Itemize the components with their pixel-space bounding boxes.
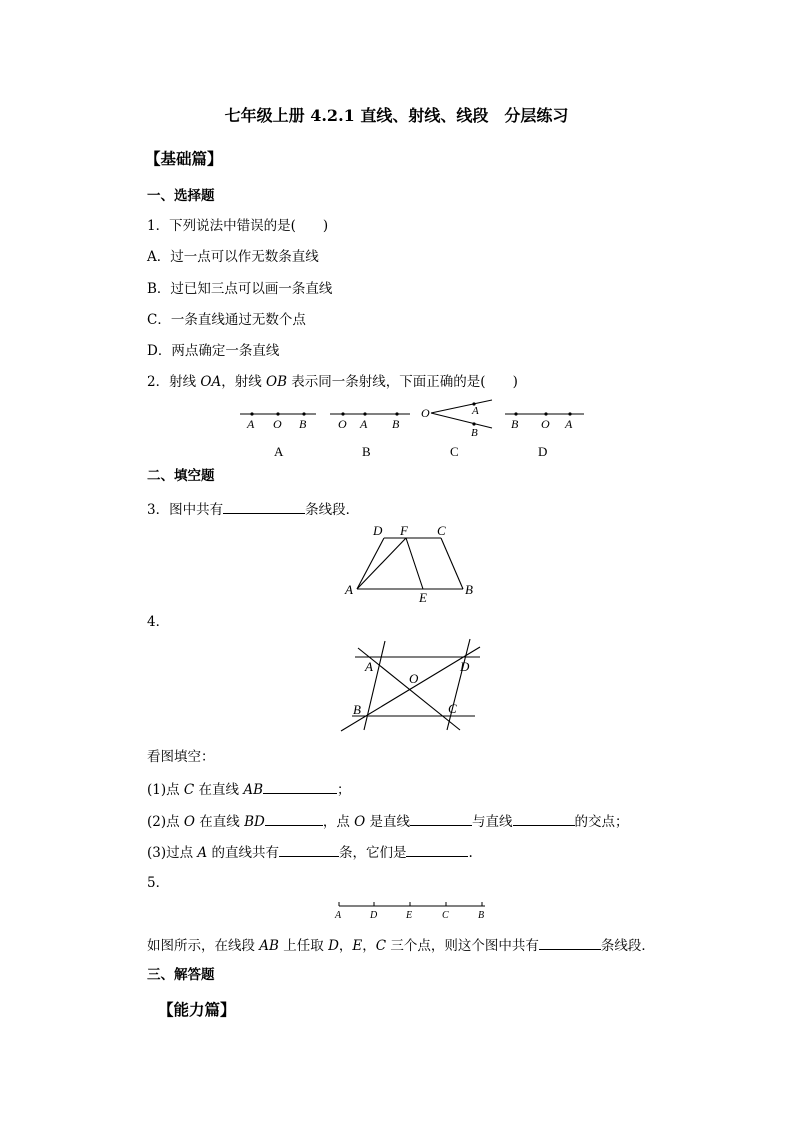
q4-line2-pre: (2)点 xyxy=(147,814,184,830)
q3-point-f: F xyxy=(400,523,408,538)
q5-e: E xyxy=(352,938,363,954)
q5-answer-blank[interactable] xyxy=(539,935,601,950)
q2-stem-pre: 2．射线 xyxy=(147,374,201,390)
q2-stem-post: 表示同一条射线，下面正确的是( ) xyxy=(287,374,518,390)
q4-line2-post: 的交点； xyxy=(574,814,629,830)
q4-point-o: O xyxy=(409,671,419,686)
q4-line1-ab: AB xyxy=(243,782,264,798)
q2-option-label: A xyxy=(274,444,284,459)
q5-sep: ， xyxy=(362,938,376,954)
q1-option-c: C．一条直线通过无数个点 xyxy=(147,312,306,328)
q5-text-pre: 如图所示，在线段 xyxy=(147,938,260,954)
section-ability: 【能力篇】 xyxy=(158,1000,236,1019)
q3-pre: 3．图中共有 xyxy=(147,502,224,518)
q4-line1-c: C xyxy=(183,782,195,798)
fig-b-point-label: O xyxy=(338,417,347,431)
q4-point-a: A xyxy=(365,659,373,674)
q5-number: 5． xyxy=(147,875,170,891)
fig-c-point-label: O xyxy=(421,406,430,420)
q3-point-b: B xyxy=(465,582,473,597)
fig-d-point-label: O xyxy=(541,417,550,431)
q2-stem-mid: ，射线 xyxy=(221,374,267,390)
q5-c: C xyxy=(375,938,387,954)
q2-option-label: D xyxy=(538,444,548,459)
fig-a-point-label: O xyxy=(273,417,282,431)
q4-point-d: D xyxy=(460,659,470,674)
fig-a-point-label: B xyxy=(299,417,307,431)
q4-line2-bd: BD xyxy=(244,814,265,830)
q5-text xyxy=(147,935,655,955)
q3-point-e: E xyxy=(419,590,427,605)
fig-c-point-label: A xyxy=(472,405,479,417)
q5-point-c: C xyxy=(442,910,449,921)
q4-line2-mid2: ，点 xyxy=(322,814,355,830)
page-title: 七年级上册 4.2.1 直线、射线、线段 分层练习 xyxy=(224,106,569,125)
q1-option-a: A．过一点可以作无数条直线 xyxy=(147,249,319,265)
q5-point-a: A xyxy=(335,910,342,921)
q4-line3-a: A xyxy=(197,845,208,861)
q3-post: 条线段． xyxy=(305,502,360,518)
q1-option-d: D．两点确定一条直线 xyxy=(147,343,280,359)
q4-line2-mid4: 与直线 xyxy=(472,814,513,830)
q4-line2-o2: O xyxy=(354,814,366,830)
fig-a-point-label: A xyxy=(247,417,255,431)
part1-heading: 一、选择题 xyxy=(147,188,215,204)
q4-line2-mid3: 是直线 xyxy=(365,814,411,830)
fig-d-point-label: B xyxy=(511,417,519,431)
q5-text-mid2: 三个点，则这个图中共有 xyxy=(386,938,539,954)
q5-point-b: B xyxy=(478,910,485,921)
q3-point-c: C xyxy=(437,523,446,538)
q3-point-a: A xyxy=(345,582,353,597)
part2-heading: 二、填空题 xyxy=(147,468,215,484)
q4-line1-post: ； xyxy=(337,782,351,798)
q4-line2-o: O xyxy=(183,814,195,830)
q4-line1-pre: (1)点 xyxy=(147,782,184,798)
q4-number: 4． xyxy=(147,614,170,630)
q4-point-b: B xyxy=(353,702,361,717)
q5-text-post: 条线段． xyxy=(600,938,655,954)
q4-line3-mid: 的直线共有 xyxy=(207,845,279,861)
section-basic: 【基础篇】 xyxy=(145,149,223,168)
q2-ray-ob: OB xyxy=(266,374,288,390)
q5-d: D xyxy=(328,938,339,954)
q5-sep: ， xyxy=(338,938,353,954)
q4-line2-mid: 在直线 xyxy=(195,814,245,830)
q4-line1-mid: 在直线 xyxy=(194,782,244,798)
q4-instruction: 看图填空： xyxy=(147,749,215,765)
q5-text-mid: 上任取 xyxy=(278,938,329,954)
q2-option-label: B xyxy=(362,444,371,459)
q5-ab: AB xyxy=(259,938,279,954)
q2-option-label: C xyxy=(450,444,459,459)
q1-option-b: B．过已知三点可以画一条直线 xyxy=(147,281,333,297)
q5-point-e: E xyxy=(406,910,413,921)
q4-line3-pre: (3)过点 xyxy=(147,845,198,861)
fig-c-point-label: B xyxy=(471,427,478,439)
q4-point-c: C xyxy=(448,701,457,716)
q3-point-d: D xyxy=(373,523,383,538)
fig-b-point-label: B xyxy=(392,417,400,431)
q4-line3-post: . xyxy=(468,845,473,861)
q4-line3-mid2: 条，它们是 xyxy=(338,845,407,861)
part3-heading: 三、解答题 xyxy=(147,967,215,983)
q5-point-d: D xyxy=(370,910,378,921)
fig-d-point-label: A xyxy=(565,417,573,431)
fig-b-point-label: A xyxy=(360,417,368,431)
q1-stem: 1．下列说法中错误的是( ) xyxy=(147,218,329,234)
q2-ray-oa: OA xyxy=(200,374,222,390)
